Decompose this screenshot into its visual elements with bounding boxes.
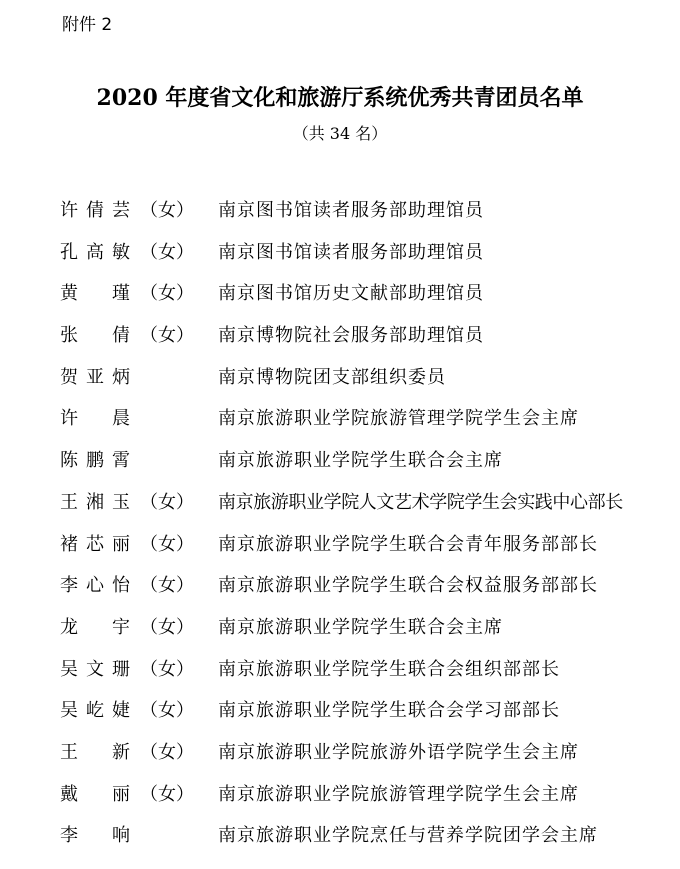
member-row — [0, 440, 680, 482]
member-row — [0, 524, 680, 566]
member-row — [0, 732, 680, 774]
member-name: 龙宇 — [60, 616, 130, 638]
member-unit: 南京旅游职业学院旅游管理学院学生会主席 — [218, 408, 579, 430]
member-name: 许倩芸 — [60, 200, 130, 221]
member-gender: （女） — [140, 533, 194, 555]
attachment-label: 附件 2 — [62, 15, 113, 35]
member-gender: （女） — [140, 783, 194, 805]
member-unit: 南京旅游职业学院旅游外语学院学生会主席 — [218, 741, 579, 763]
member-gender: （女） — [140, 575, 194, 597]
member-unit: 南京博物院团支部组织委员 — [218, 366, 446, 388]
member-row — [0, 690, 680, 732]
member-gender: （女） — [140, 700, 194, 722]
member-list — [0, 190, 680, 857]
member-name: 孔高敏 — [60, 241, 130, 263]
member-row — [0, 607, 680, 649]
member-unit: 南京图书馆读者服务部助理馆员 — [218, 241, 484, 263]
member-name: 吴文珊 — [60, 658, 130, 680]
member-unit: 南京旅游职业学院烹任与营养学院团学会主席 — [218, 825, 598, 847]
member-unit: 南京旅游职业学院学生联合会青年服务部部长 — [218, 533, 598, 555]
member-name: 褚芯丽 — [60, 533, 130, 555]
member-unit: 南京旅游职业学院学生联合会学习部部长 — [218, 700, 560, 722]
member-row — [0, 398, 680, 440]
member-unit: 南京博物院社会服务部助理馆员 — [218, 325, 484, 347]
member-name: 黄瑾 — [60, 283, 130, 305]
member-name: 吴屹婕 — [60, 700, 130, 722]
member-row — [0, 815, 680, 857]
member-gender: （女） — [140, 616, 194, 638]
member-unit: 南京图书馆历史文献部助理馆员 — [218, 283, 484, 305]
member-name: 戴丽 — [60, 783, 130, 805]
member-row — [0, 649, 680, 691]
member-name: 许晨 — [60, 408, 130, 430]
member-unit: 南京旅游职业学院学生联合会组织部部长 — [218, 658, 560, 680]
member-row — [0, 565, 680, 607]
member-gender: （女） — [140, 658, 194, 680]
member-gender: （女） — [140, 741, 194, 763]
member-row — [0, 190, 680, 232]
member-gender: （女） — [140, 325, 194, 347]
member-unit: 南京旅游职业学院旅游管理学院学生会主席 — [218, 783, 579, 805]
document-subtitle: （共 34 名） — [292, 124, 388, 143]
member-row — [0, 315, 680, 357]
member-row — [0, 357, 680, 399]
member-unit: 南京图书馆读者服务部助理馆员 — [218, 200, 484, 221]
member-gender: （女） — [140, 200, 194, 221]
member-row — [0, 482, 680, 524]
member-unit: 南京旅游职业学院学生联合会权益服务部部长 — [218, 575, 598, 597]
member-gender: （女） — [140, 283, 194, 305]
member-gender: （女） — [140, 241, 194, 263]
member-name: 李响 — [60, 825, 130, 847]
member-name: 贺亚炳 — [60, 366, 130, 388]
member-name: 陈鹏霄 — [60, 450, 130, 472]
member-unit: 南京旅游职业学院人文艺术学院学生会实践中心部长 — [218, 491, 623, 513]
member-row — [0, 273, 680, 315]
member-unit: 南京旅游职业学院学生联合会主席 — [218, 616, 503, 638]
member-name: 张倩 — [60, 325, 130, 347]
member-row — [0, 774, 680, 816]
member-name: 王湘玉 — [60, 491, 130, 513]
member-name: 王新 — [60, 741, 130, 763]
member-unit: 南京旅游职业学院学生联合会主席 — [218, 450, 503, 472]
document-title: 2020 年度省文化和旅游厅系统优秀共青团员名单 — [96, 85, 584, 111]
member-name: 李心怡 — [60, 575, 130, 597]
member-row — [0, 232, 680, 274]
member-gender: （女） — [140, 491, 194, 513]
